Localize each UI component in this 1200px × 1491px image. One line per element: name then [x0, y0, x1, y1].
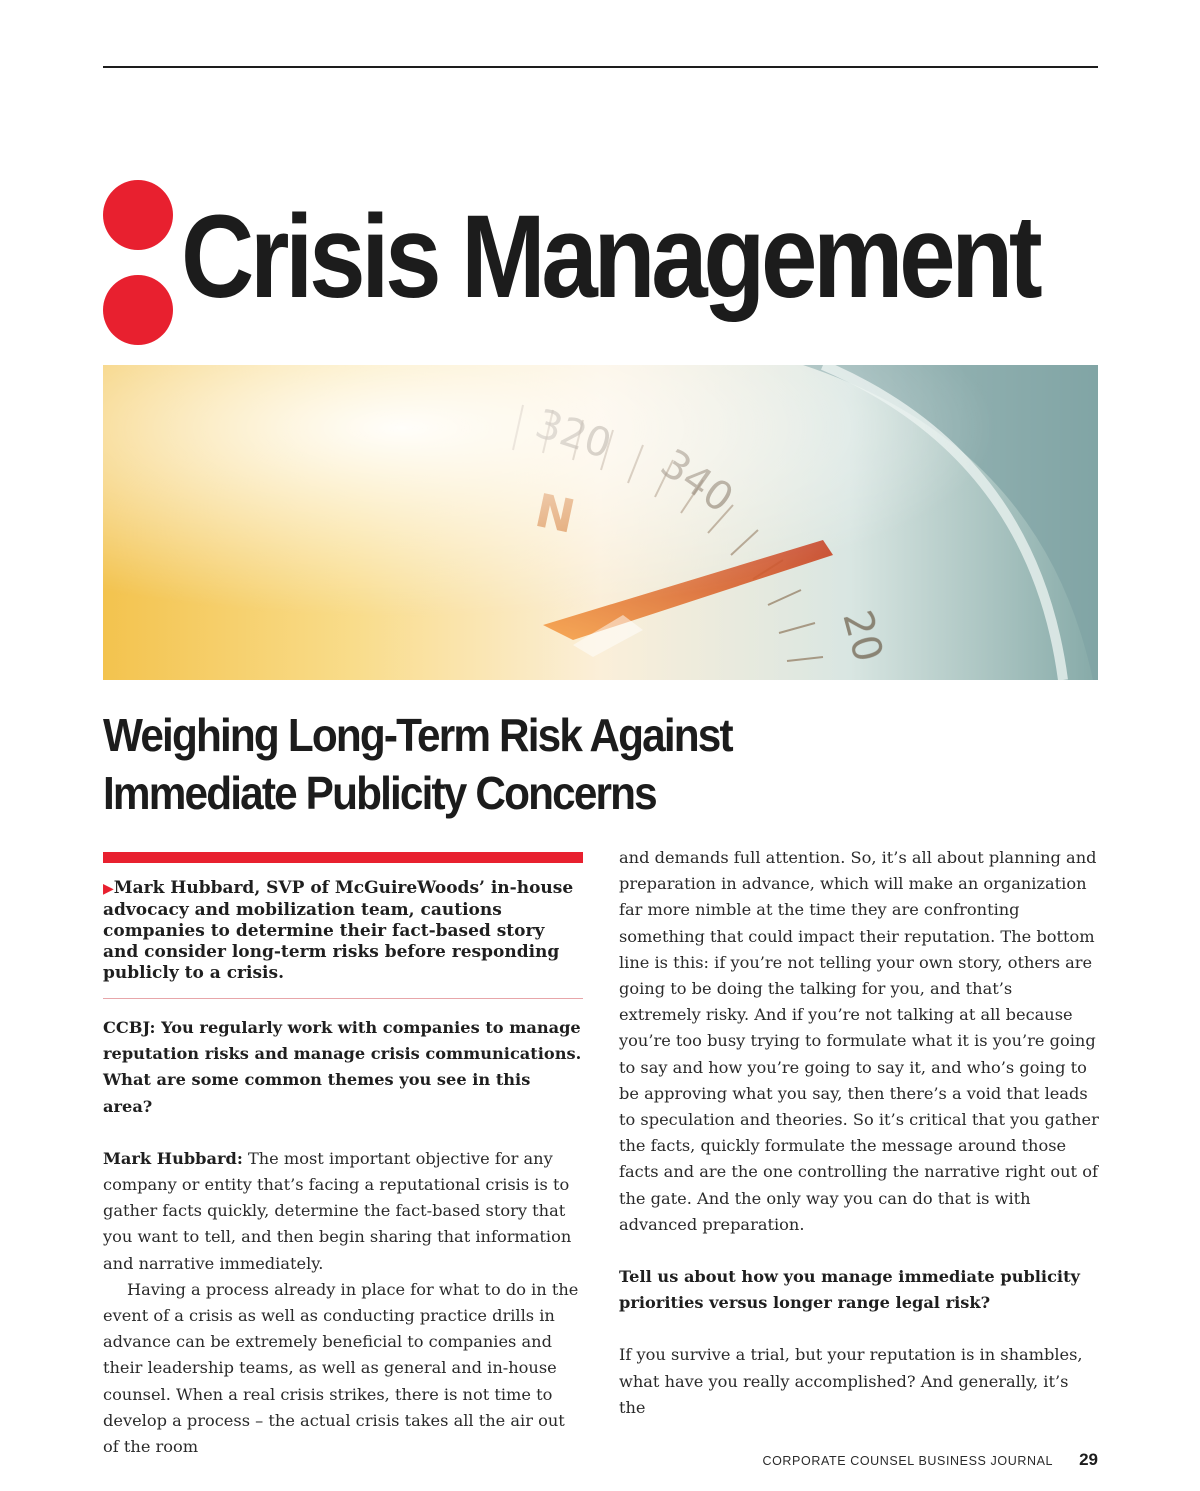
article-headline — [103, 706, 1003, 822]
top-rule — [103, 66, 1098, 68]
page-number: 29 — [1079, 1450, 1098, 1469]
red-accent-bar — [103, 852, 583, 863]
answer-1-continued: and demands full attention. So, it’s all about planning and preparation in advance, which will make an organization far more nimble at the time they are confronting something that could impact their reputation. The bottom line is this: if you’re not telling your own story, others are going to be doing the talking for you, and that’s extremely risky. And if you’re not talking at all because you’re too busy trying to formulate what it is you’re going to say and how you’re going to say it, and who’s going to be approving what you say, then there’s a void that leads to speculation and theories. So it’s critical that you gather the facts, quickly formulate the message around those facts and are the one controlling the narrative right out of the gate. And the only way you can do that is with advanced preparation. — [619, 848, 1099, 1234]
red-dot-top — [103, 180, 173, 250]
answer-2: If you survive a trial, but your reputation is in shambles, what have you really accomplished? And generally, it’s the — [619, 1345, 1083, 1417]
intro-divider — [103, 998, 583, 999]
red-colon-icon — [103, 180, 175, 340]
answer-1 — [103, 1146, 583, 1277]
journal-name: CORPORATE COUNSEL BUSINESS JOURNAL — [762, 1454, 1054, 1468]
intro-text: Mark Hubbard, SVP of McGuireWoods’ in-house advocacy and mobilization team, cautions companies to determine their fact-based story and consider long-term risks before responding publicly to a crisis. — [103, 878, 574, 983]
column-left — [103, 878, 583, 1460]
section-header — [103, 180, 1103, 340]
column-right — [619, 845, 1099, 1421]
intro-deck — [103, 878, 583, 984]
answer-1-text: The most important objective for any company or entity that’s facing a reputational crisis is to gather facts quickly, determine the fact-based story that you want to tell, and then begin sharing that information and narrative immediately. — [103, 1148, 572, 1273]
answer-1-paragraph-2: Having a process already in place for what to do in the event of a crisis as well as conducting practice drills in advance can be extremely beneficial to companies and their leadership teams, as well as general and in-house counsel. When a real crisis strikes, there is not time to develop a process – the actual crisis takes all the air out of the room — [103, 1279, 579, 1457]
page-footer — [762, 1450, 1098, 1470]
question-2: Tell us about how you manage immediate publicity priorities versus longer range legal risk? — [619, 1267, 1080, 1313]
question-1: CCBJ: You regularly work with companies to manage reputation risks and manage crisis communications. What are some common themes you see in this area? — [103, 1018, 582, 1116]
section-title: Crisis Management — [181, 191, 1039, 323]
headline-line-2: Immediate Publicity Concerns — [103, 767, 656, 819]
red-dot-bottom — [103, 275, 173, 345]
compass-image — [103, 365, 1098, 680]
speaker-label: Mark Hubbard: — [103, 1148, 243, 1168]
headline-line-1: Weighing Long-Term Risk Against — [103, 709, 732, 761]
triangle-marker-icon: ▶ — [103, 881, 114, 897]
